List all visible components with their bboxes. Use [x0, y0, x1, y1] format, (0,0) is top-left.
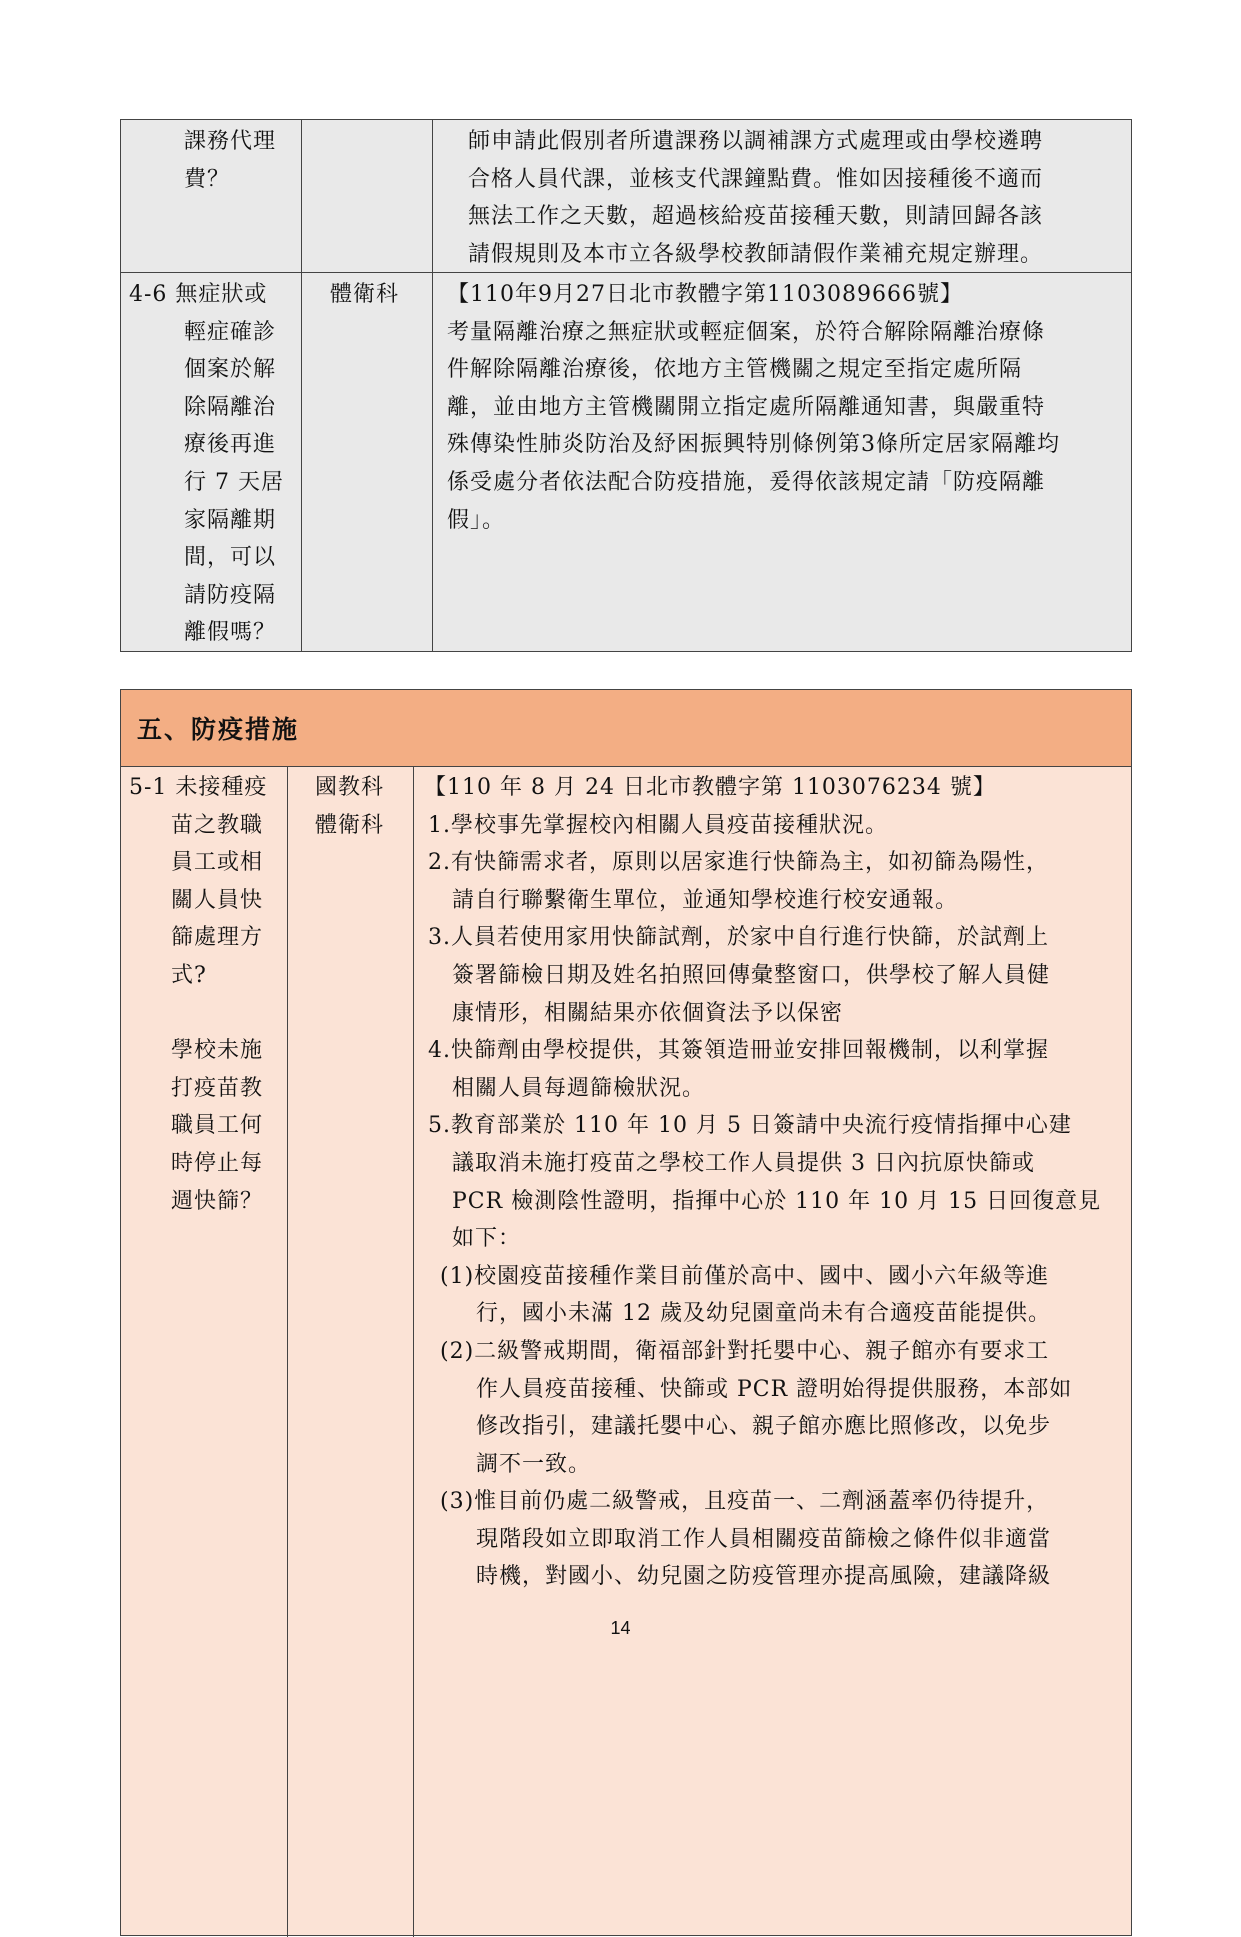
answer-line: 如下： [452, 1226, 522, 1252]
question-line: 員工或相 [171, 850, 264, 876]
answer-line: 考量隔離治療之無症狀或輕症個案，於符合解除隔離治療條 [447, 319, 1046, 345]
question-line: 關人員快 [171, 887, 264, 913]
answer-line: 合格人員代課，並核支代課鐘點費。惟如因接種後不適而 [468, 166, 1044, 192]
answer-line: (3)惟目前仍處二級警戒，且疫苗一、二劑涵蓋率仍待提升， [440, 1489, 1050, 1515]
answer-cell [414, 767, 1131, 1937]
answer-cell [433, 120, 1131, 272]
question-line: 篩處理方 [171, 925, 264, 951]
unit-cell [288, 767, 414, 1937]
answer-line: 行，國小未滿 12 歲及幼兒園童尚未有合適疫苗能提供。 [476, 1301, 1051, 1327]
answer-line: 時機，對國小、幼兒園之防疫管理亦提高風險，建議降級 [476, 1564, 1052, 1590]
question-line: 苗之教職 [171, 812, 264, 838]
answer-line: 修改指引，建議托嬰中心、親子館亦應比照修改，以免步 [476, 1414, 1052, 1440]
answer-cell [433, 273, 1131, 651]
table-row-5-1 [121, 767, 1131, 1937]
answer-line: 議取消未施打疫苗之學校工作人員提供 3 日內抗原快篩或 [452, 1150, 1035, 1176]
answer-line: 2.有快篩需求者，原則以居家進行快篩為主，如初篩為陽性， [428, 850, 1049, 876]
answer-line: 離，並由地方主管機關開立指定處所隔離通知書，與嚴重特 [447, 394, 1046, 420]
answer-line: 4.快篩劑由學校提供，其簽領造冊並安排回報機制，以利掌握 [428, 1038, 1049, 1064]
question-line: 家隔離期 [184, 507, 277, 533]
question-cell [121, 273, 302, 651]
unit-cell [302, 120, 433, 272]
question-line: 除隔離治 [184, 394, 277, 420]
page-number: 14 [610, 1618, 631, 1638]
question-line: 5-1 未接種疫 [129, 775, 268, 800]
answer-line: 相關人員每週篩檢狀況。 [452, 1075, 706, 1101]
answer-line: 簽署篩檢日期及姓名拍照回傳彙整窗口，供學校了解人員健 [452, 962, 1051, 988]
answer-line: 3.人員若使用家用快篩試劑，於家中自行進行快篩，於試劑上 [428, 925, 1049, 951]
answer-line: 【110年9月27日北市教體字第1103089666號】 [447, 282, 963, 307]
question-cell [121, 120, 302, 272]
question-line: 職員工何 [171, 1113, 264, 1139]
unit-line: 國教科 [315, 775, 385, 800]
question-line: 請防疫隔 [184, 582, 277, 608]
question-line: 離假嗎？ [184, 620, 277, 646]
question-line: 行 7 天居 [184, 469, 284, 495]
answer-line: 調不一致。 [476, 1451, 592, 1477]
answer-line: 假」。 [447, 507, 506, 533]
section-title: 五、防疫措施 [121, 690, 1131, 767]
question-line: 週快篩？ [171, 1188, 264, 1214]
question-line: 輕症確診 [184, 319, 277, 345]
answer-line: (1)校園疫苗接種作業目前僅於高中、國中、國小六年級等進 [440, 1263, 1050, 1289]
question-line: 費？ [184, 166, 231, 192]
question-line: 療後再進 [184, 432, 277, 458]
answer-line: 【110 年 8 月 24 日北市教體字第 1103076234 號】 [424, 775, 996, 800]
answer-line: 係受處分者依法配合防疫措施，爰得依該規定請「防疫隔離 [447, 469, 1046, 495]
answer-line: 5.教育部業於 110 年 10 月 5 日簽請中央流行疫情指揮中心建 [428, 1113, 1072, 1139]
question-cell [121, 767, 288, 1937]
unit-line: 體衛科 [330, 282, 400, 307]
answer-line: 殊傳染性肺炎防治及紓困振興特別條例第3條所定居家隔離均 [447, 432, 1060, 458]
table-row-4-6 [121, 273, 1131, 651]
answer-line: PCR 檢測陰性證明，指揮中心於 110 年 10 月 15 日回復意見 [452, 1188, 1102, 1214]
answer-line: 現階段如立即取消工作人員相關疫苗篩檢之條件似非適當 [476, 1526, 1052, 1552]
answer-line: 請自行聯繫衛生單位，並通知學校進行校安通報。 [452, 887, 959, 913]
answer-line: 1.學校事先掌握校內相關人員疫苗接種狀況。 [428, 812, 888, 838]
question-line: 時停止每 [171, 1150, 264, 1176]
answer-line: 請假規則及本市立各級學校教師請假作業補充規定辦理。 [468, 241, 1044, 267]
answer-line: 師申請此假別者所遺課務以調補課方式處理或由學校遴聘 [468, 129, 1044, 154]
qa-table-section5 [120, 689, 1132, 1936]
question-line: 學校未施 [171, 1038, 264, 1064]
table-row-4-5-continued [121, 120, 1131, 273]
question-line: 間，可以 [184, 545, 277, 571]
answer-line: 康情形，相關結果亦依個資法予以保密 [452, 1000, 844, 1026]
unit-line: 體衛科 [315, 812, 385, 838]
answer-line: 作人員疫苗接種、快篩或 PCR 證明始得提供服務，本部如 [476, 1376, 1073, 1402]
qa-table-section4 [120, 119, 1132, 652]
unit-cell [302, 273, 433, 651]
answer-line: 件解除隔離治療後，依地方主管機關之規定至指定處所隔 [447, 357, 1023, 383]
question-line: 式? [171, 962, 207, 988]
answer-line: 無法工作之天數，超過核給疫苗接種天數，則請回歸各該 [468, 204, 1044, 230]
answer-line: (2)二級警戒期間，衛福部針對托嬰中心、親子館亦有要求工 [440, 1338, 1050, 1364]
question-line: 課務代理 [184, 129, 277, 154]
question-line: 打疫苗教 [171, 1075, 264, 1101]
question-line: 4-6 無症狀或 [129, 282, 268, 307]
question-line: 個案於解 [184, 357, 277, 383]
question-line [129, 995, 287, 1033]
